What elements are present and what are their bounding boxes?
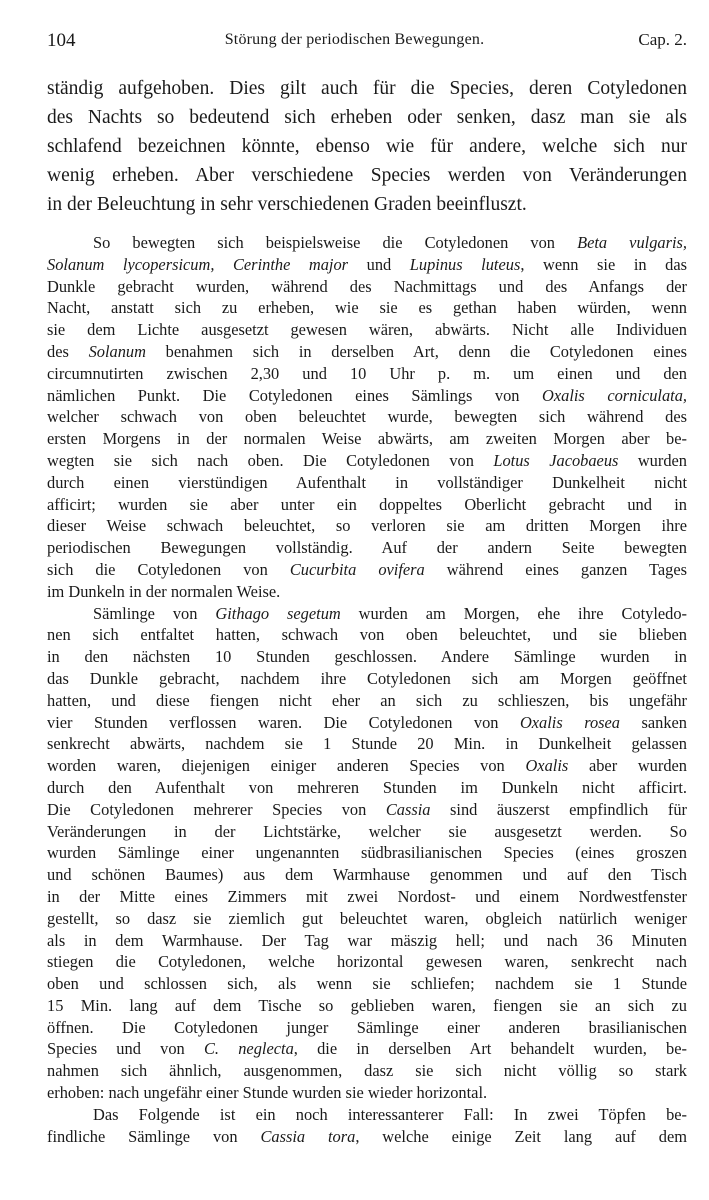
text-line <box>47 908 687 930</box>
chapter-reference: Cap. 2. <box>638 30 687 49</box>
text-run: periodischen Bewegungen vollständig. Auf der andern Seite bewegten <box>47 538 687 558</box>
text-run: hatten, und diese fiengen nicht eher an sich zu schlieszen, bis ungefähr <box>47 690 687 710</box>
text-line <box>47 668 687 690</box>
text-run: benahmen sich in derselben Art, denn die Cotyledonen eines <box>145 341 687 361</box>
italic-term: Solanum <box>88 341 146 361</box>
text-line <box>47 559 687 581</box>
text-line <box>47 733 687 755</box>
small-print-section <box>47 232 687 1147</box>
text-run: Sämlinge von <box>93 603 216 623</box>
text-run: erhoben: nach ungefähr einer Stunde wurden sie wieder horizontal. <box>47 1083 488 1103</box>
text-run: in der Mitte eines Zimmers mit zwei Nordost- und einem Nordwestfenster <box>47 886 687 906</box>
main-paragraph <box>47 74 687 219</box>
text-line: schlafend bezeichnen könnte, ebenso wie für andere, welche sich nur <box>47 136 687 157</box>
text-run: und <box>348 254 410 274</box>
text-line <box>47 494 687 516</box>
italic-term: Oxalis rosea <box>519 712 621 732</box>
text-run: als in dem Warmhause. Der Tag war mäszig hell; und nach 36 Minuten <box>47 930 687 950</box>
text-run: , wenn sie in das <box>520 254 687 274</box>
running-title: Störung der periodischen Bewegungen. <box>224 31 485 48</box>
text-run: öffnen. Die Cotyledonen junger Sämlinge einer anderen brasilianischen <box>47 1017 687 1037</box>
text-run: wurden Sämlinge einer ungenannten südbrasilianischen Species (eines groszen <box>47 843 687 863</box>
text-line <box>47 363 687 385</box>
text-run: des <box>47 341 89 361</box>
text-line: in der Beleuchtung in sehr verschiedenen Graden beeinfluszt. <box>47 194 527 215</box>
text-line <box>47 1038 687 1060</box>
text-line <box>47 777 687 799</box>
text-line: des Nachts so bedeutend sich erheben oder senken, dasz man sie als <box>47 107 687 128</box>
text-run: wegten sie sich nach oben. Die Cotyledonen von <box>47 450 494 470</box>
text-line: wenig erheben. Aber verschiedene Species werden von Veränderungen <box>47 165 687 186</box>
text-line <box>47 603 687 625</box>
italic-term: Oxalis corniculata, <box>542 385 687 405</box>
text-run: aber wurden <box>568 756 687 776</box>
italic-term: Cassia <box>385 799 431 819</box>
text-line <box>47 690 687 712</box>
text-run: sind äuszerst empfindlich für <box>430 799 687 819</box>
text-run: und schönen Baumes) aus dem Warmhause genommen und auf den Tisch <box>47 865 687 885</box>
text-line <box>47 1017 687 1039</box>
text-run: ersten Morgens in der normalen Weise abwärts, am zweiten Morgen aber be- <box>47 429 687 449</box>
text-run: nämlichen Punkt. Die Cotyledonen eines Sämlings von <box>47 385 543 405</box>
text-line <box>47 1126 687 1148</box>
text-run: während eines ganzen Tages <box>424 559 687 579</box>
text-line <box>47 624 687 646</box>
text-line <box>47 428 687 450</box>
text-run: nahmen sich ähnlich, ausgenommen, dasz sie sich nicht völlig so stark <box>47 1061 687 1081</box>
text-line <box>47 515 687 537</box>
text-run: das Dunkle gebracht, nachdem ihre Cotyledonen sich am Morgen geöffnet <box>47 668 687 688</box>
text-line <box>47 886 687 908</box>
text-run: stiegen die Cotyledonen, welche horizontal gewesen waren, senkrecht nach <box>47 952 687 972</box>
text-run: So bewegten sich beispielsweise die Cotyledonen von <box>93 233 578 252</box>
text-run: Nacht, anstatt sich zu erheben, wie sie es gethan haben würden, wenn <box>47 298 687 318</box>
text-line <box>47 276 687 298</box>
text-run: gestellt, so dasz sie ziemlich gut beleuchtet waren, obgleich natürlich weniger <box>47 908 687 928</box>
text-line <box>47 712 687 734</box>
italic-term: Cassia tora <box>260 1126 356 1146</box>
text-line <box>47 232 687 254</box>
text-run: , welche einige Zeit lang auf dem <box>355 1126 687 1146</box>
text-run: Das Folgende ist ein noch interessanterer Fall: In zwei Töpfen be- <box>93 1104 687 1124</box>
text-line <box>47 1104 687 1126</box>
text-run: afficirt; wurden sie aber unter ein doppeltes Oberlicht gebracht und in <box>47 494 687 514</box>
running-head <box>0 28 709 56</box>
text-line <box>47 821 687 843</box>
text-run: 15 Min. lang auf dem Tische so geblieben waren, fiengen sie an sich zu <box>47 995 687 1015</box>
text-run: durch den Aufenthalt von mehreren Stunden im Dunkeln nicht afficirt. <box>47 777 687 797</box>
text-run: in den nächsten 10 Stunden geschlossen. Andere Sämlinge wurden in <box>47 647 687 667</box>
italic-term: Githago segetum <box>215 603 341 623</box>
text-line <box>47 297 687 319</box>
text-line <box>47 1060 687 1082</box>
text-run: Die Cotyledonen mehrerer Species von <box>47 799 386 819</box>
text-run: wurden am Morgen, ehe ihre Cotyledo- <box>340 603 687 623</box>
text-line <box>47 755 687 777</box>
text-line <box>47 385 687 407</box>
text-line <box>47 930 687 952</box>
text-run: Dunkle gebracht wurden, während des Nachmittags und des Anfangs der <box>47 276 687 296</box>
text-line <box>47 406 687 428</box>
text-run: dieser Weise schwach beleuchtet, so verloren sie am dritten Morgen ihre <box>47 516 687 536</box>
text-run: oben und schlossen sich, als wenn sie schliefen; nachdem sie 1 Stunde <box>47 974 687 994</box>
text-line <box>47 537 687 559</box>
text-line <box>47 1082 687 1104</box>
text-run: sich die Cotyledonen von <box>47 559 290 579</box>
text-run: , die in derselben Art behandelt wurden, be- <box>293 1039 687 1059</box>
text-run: worden waren, diejenigen einiger anderen Species von <box>47 756 526 776</box>
text-run: sanken <box>620 712 687 732</box>
text-line <box>47 842 687 864</box>
text-line <box>47 581 687 603</box>
text-line <box>47 254 687 276</box>
text-line <box>47 995 687 1017</box>
text-run: durch einen vierstündigen Aufenthalt in vollständiger Dunkelheit nicht <box>47 472 687 492</box>
page-number: 104 <box>47 30 76 51</box>
text-run: vier Stunden verflossen waren. Die Cotyledonen von <box>47 712 520 732</box>
italic-term: Beta vulgaris, <box>577 233 687 252</box>
text-run: Veränderungen in der Lichtstärke, welcher sie ausgesetzt werden. So <box>47 821 687 841</box>
text-run: circumnutirten zwischen 2,30 und 10 Uhr p. m. um einen und den <box>47 363 687 383</box>
italic-term: Solanum lycopersicum, Cerinthe major <box>47 254 349 274</box>
text-run: Species und von <box>47 1039 204 1059</box>
text-line: ständig aufgehoben. Dies gilt auch für die Species, deren Cotyledonen <box>47 78 687 99</box>
text-line <box>47 864 687 886</box>
italic-term: Oxalis <box>525 756 569 776</box>
text-run: sie dem Lichte ausgesetzt gewesen wären, abwärts. Nicht alle Individuen <box>47 320 687 340</box>
text-run: findliche Sämlinge von <box>47 1126 261 1146</box>
text-line <box>47 319 687 341</box>
italic-term: Cucurbita ovifera <box>289 559 425 579</box>
text-run: welcher schwach von oben beleuchtet wurde, bewegten sich während des <box>47 407 687 427</box>
text-line <box>47 450 687 472</box>
text-run: senkrecht abwärts, nachdem sie 1 Stunde 20 Min. in Dunkelheit gelassen <box>47 734 687 754</box>
text-line <box>47 799 687 821</box>
text-line <box>47 472 687 494</box>
text-line <box>47 341 687 363</box>
italic-term: Lotus Jacobaeus <box>493 450 619 470</box>
text-run: im Dunkeln in der normalen Weise. <box>47 581 281 601</box>
text-run: nen sich entfaltet hatten, schwach von oben beleuchtet, und sie blieben <box>47 625 687 645</box>
text-line <box>47 646 687 668</box>
text-run: wurden <box>618 450 687 470</box>
text-line <box>47 973 687 995</box>
italic-term: Lupinus luteus <box>409 254 521 274</box>
italic-term: C. neglecta <box>203 1039 294 1059</box>
text-line <box>47 951 687 973</box>
